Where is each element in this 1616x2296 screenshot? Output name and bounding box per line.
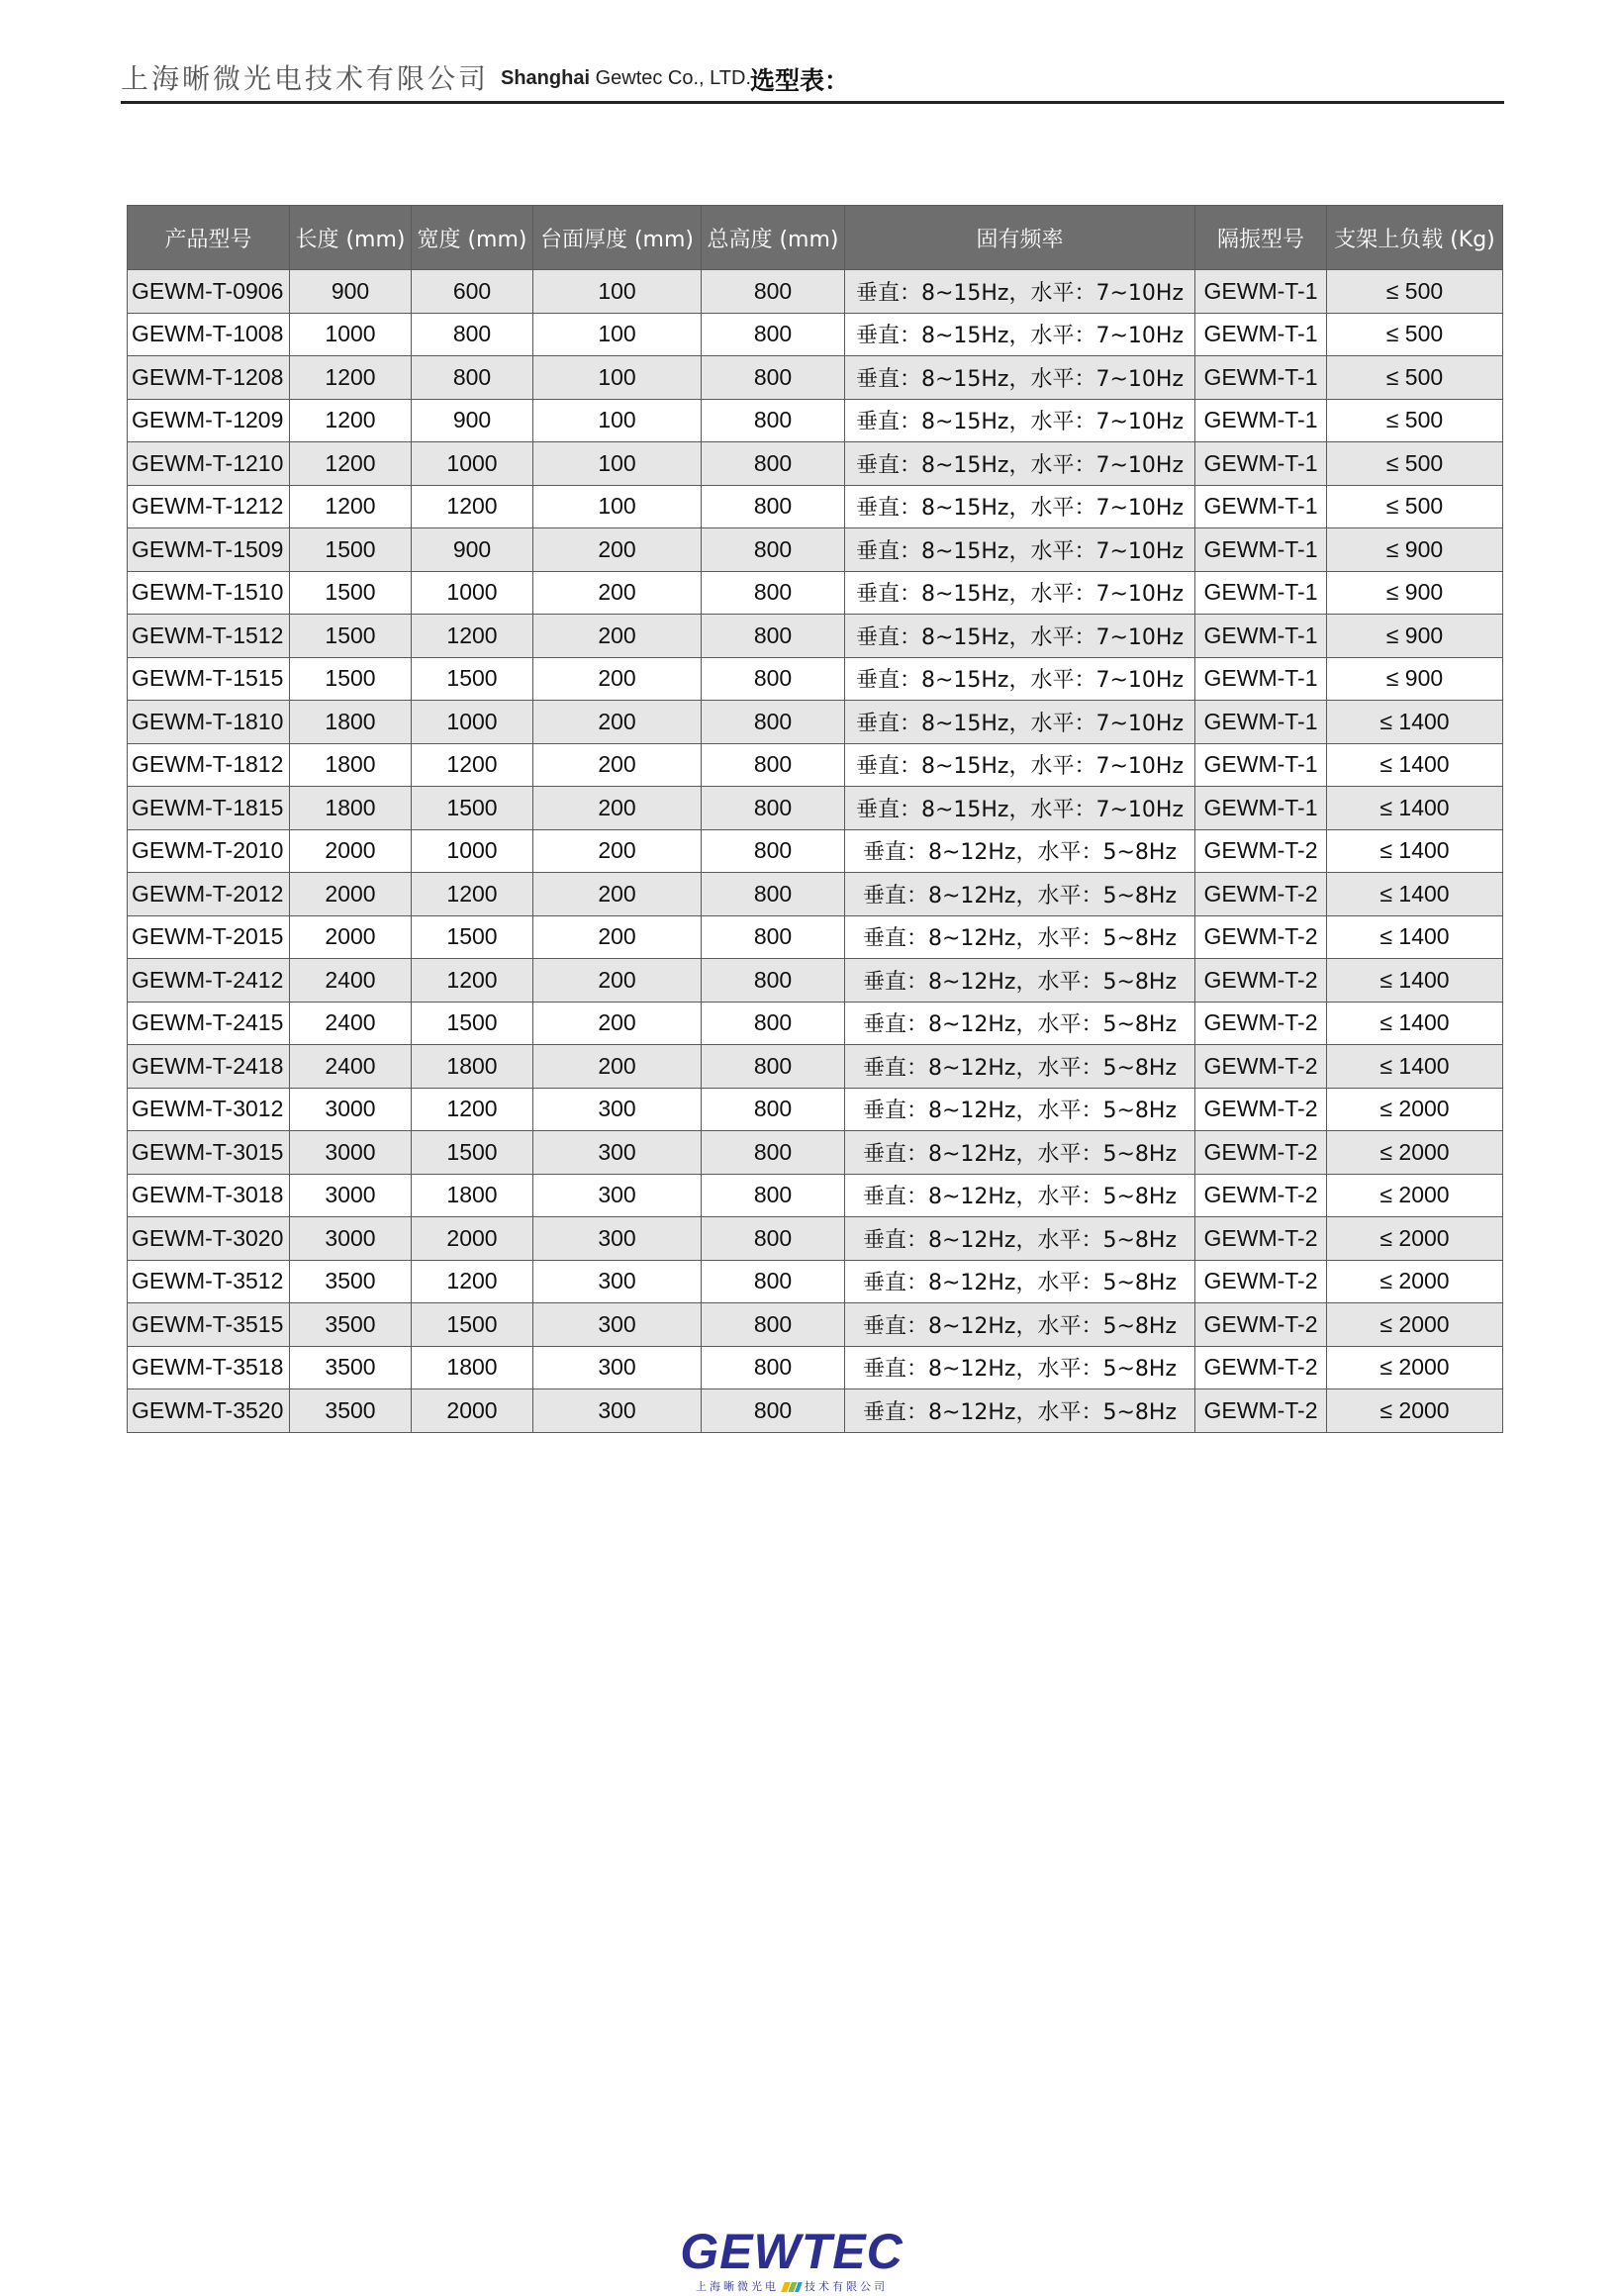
cell-total-height: 800 [702,915,845,959]
cell-isolator-model: GEWM-T-2 [1195,1174,1327,1217]
cell-width: 1000 [412,442,533,486]
cell-natural-frequency: 垂直：8~12Hz，水平：5~8Hz [845,1217,1195,1261]
cell-total-height: 800 [702,1260,845,1303]
table-row [128,915,1503,959]
table-header-row [128,206,1503,270]
cell-model: GEWM-T-1209 [128,399,290,442]
table-body [128,270,1503,1433]
cell-model: GEWM-T-3512 [128,1260,290,1303]
cell-load: ≤ 2000 [1327,1389,1503,1433]
cell-natural-frequency: 垂直：8~12Hz，水平：5~8Hz [845,1088,1195,1131]
cell-length: 1200 [290,485,412,528]
cell-load: ≤ 1400 [1327,701,1503,744]
cell-load: ≤ 900 [1327,657,1503,701]
cell-top-thickness: 200 [533,528,702,572]
cell-isolator-model: GEWM-T-1 [1195,313,1327,356]
cell-length: 2000 [290,873,412,916]
cell-width: 1500 [412,657,533,701]
cell-model: GEWM-T-1008 [128,313,290,356]
cell-isolator-model: GEWM-T-1 [1195,787,1327,830]
cell-top-thickness: 100 [533,399,702,442]
cell-load: ≤ 2000 [1327,1131,1503,1175]
gewtec-logo [669,2224,914,2296]
cell-model: GEWM-T-3520 [128,1389,290,1433]
cell-total-height: 800 [702,829,845,873]
cell-top-thickness: 200 [533,959,702,1003]
table-row [128,959,1503,1003]
cell-length: 1800 [290,743,412,787]
cell-total-height: 800 [702,1217,845,1261]
cell-total-height: 800 [702,1346,845,1389]
column-header-natural-frequency: 固有频率 [845,206,1195,270]
cell-width: 600 [412,270,533,314]
cell-model: GEWM-T-2415 [128,1002,290,1045]
cell-load: ≤ 1400 [1327,915,1503,959]
cell-length: 2400 [290,1045,412,1089]
cell-length: 1500 [290,571,412,615]
table-row [128,485,1503,528]
cell-isolator-model: GEWM-T-2 [1195,1389,1327,1433]
cell-model: GEWM-T-1810 [128,701,290,744]
cell-top-thickness: 300 [533,1131,702,1175]
cell-width: 900 [412,528,533,572]
cell-length: 3500 [290,1260,412,1303]
cell-natural-frequency: 垂直：8~15Hz，水平：7~10Hz [845,356,1195,400]
table-row [128,1389,1503,1433]
cell-natural-frequency: 垂直：8~12Hz，水平：5~8Hz [845,1174,1195,1217]
cell-top-thickness: 100 [533,313,702,356]
cell-length: 1200 [290,442,412,486]
table-row [128,1303,1503,1347]
cell-model: GEWM-T-3012 [128,1088,290,1131]
cell-model: GEWM-T-1208 [128,356,290,400]
cell-top-thickness: 300 [533,1217,702,1261]
cell-natural-frequency: 垂直：8~15Hz，水平：7~10Hz [845,743,1195,787]
cell-length: 3500 [290,1303,412,1347]
header-divider [121,101,1504,104]
cell-model: GEWM-T-1812 [128,743,290,787]
cell-length: 1500 [290,657,412,701]
cell-model: GEWM-T-1212 [128,485,290,528]
table-row [128,829,1503,873]
column-header-top-thickness: 台面厚度 (mm) [533,206,702,270]
cell-isolator-model: GEWM-T-2 [1195,1217,1327,1261]
table-row [128,1002,1503,1045]
cell-model: GEWM-T-2010 [128,829,290,873]
cell-length: 1500 [290,528,412,572]
cell-length: 900 [290,270,412,314]
cell-natural-frequency: 垂直：8~15Hz，水平：7~10Hz [845,442,1195,486]
column-header-isolator-model: 隔振型号 [1195,206,1327,270]
column-header-width: 宽度 (mm) [412,206,533,270]
table-row [128,356,1503,400]
selection-table [127,205,1503,1433]
cell-length: 1200 [290,399,412,442]
cell-top-thickness: 100 [533,485,702,528]
cell-natural-frequency: 垂直：8~15Hz，水平：7~10Hz [845,528,1195,572]
cell-isolator-model: GEWM-T-1 [1195,701,1327,744]
cell-top-thickness: 200 [533,615,702,658]
cell-natural-frequency: 垂直：8~12Hz，水平：5~8Hz [845,1002,1195,1045]
cell-total-height: 800 [702,1389,845,1433]
cell-load: ≤ 2000 [1327,1346,1503,1389]
cell-model: GEWM-T-1510 [128,571,290,615]
cell-top-thickness: 100 [533,442,702,486]
cell-isolator-model: GEWM-T-2 [1195,1002,1327,1045]
cell-model: GEWM-T-2015 [128,915,290,959]
cell-isolator-model: GEWM-T-2 [1195,1303,1327,1347]
cell-top-thickness: 300 [533,1346,702,1389]
cell-model: GEWM-T-3020 [128,1217,290,1261]
page-header [121,53,1504,103]
cell-top-thickness: 200 [533,1045,702,1089]
cell-natural-frequency: 垂直：8~15Hz，水平：7~10Hz [845,399,1195,442]
logo-tagline [669,2278,914,2294]
table-row [128,657,1503,701]
cell-isolator-model: GEWM-T-1 [1195,270,1327,314]
cell-length: 3000 [290,1174,412,1217]
cell-isolator-model: GEWM-T-2 [1195,1131,1327,1175]
cell-load: ≤ 1400 [1327,829,1503,873]
cell-isolator-model: GEWM-T-2 [1195,1346,1327,1389]
cell-total-height: 800 [702,787,845,830]
cell-isolator-model: GEWM-T-2 [1195,1045,1327,1089]
cell-width: 1200 [412,485,533,528]
cell-natural-frequency: 垂直：8~15Hz，水平：7~10Hz [845,313,1195,356]
table-row [128,701,1503,744]
cell-width: 1200 [412,873,533,916]
cell-load: ≤ 900 [1327,615,1503,658]
cell-load: ≤ 900 [1327,528,1503,572]
cell-natural-frequency: 垂直：8~15Hz，水平：7~10Hz [845,485,1195,528]
cell-total-height: 800 [702,1174,845,1217]
cell-width: 1500 [412,1131,533,1175]
cell-length: 2400 [290,1002,412,1045]
column-header-model: 产品型号 [128,206,290,270]
cell-width: 2000 [412,1217,533,1261]
table-row [128,1088,1503,1131]
cell-isolator-model: GEWM-T-1 [1195,571,1327,615]
cell-natural-frequency: 垂直：8~12Hz，水平：5~8Hz [845,959,1195,1003]
table-row [128,873,1503,916]
table-row [128,313,1503,356]
cell-model: GEWM-T-1815 [128,787,290,830]
column-header-total-height: 总高度 (mm) [702,206,845,270]
cell-top-thickness: 200 [533,829,702,873]
cell-top-thickness: 200 [533,571,702,615]
cell-isolator-model: GEWM-T-2 [1195,873,1327,916]
cell-length: 1000 [290,313,412,356]
cell-width: 1500 [412,787,533,830]
cell-width: 1200 [412,743,533,787]
cell-isolator-model: GEWM-T-1 [1195,528,1327,572]
cell-load: ≤ 1400 [1327,787,1503,830]
cell-length: 3000 [290,1131,412,1175]
table-row [128,1260,1503,1303]
cell-model: GEWM-T-3515 [128,1303,290,1347]
cell-top-thickness: 300 [533,1260,702,1303]
cell-length: 1200 [290,356,412,400]
cell-top-thickness: 200 [533,701,702,744]
cell-natural-frequency: 垂直：8~15Hz，水平：7~10Hz [845,787,1195,830]
logo-wordmark: GEWTEC [680,2224,903,2279]
cell-isolator-model: GEWM-T-1 [1195,485,1327,528]
cell-total-height: 800 [702,356,845,400]
cell-total-height: 800 [702,1088,845,1131]
table-row [128,1217,1503,1261]
cell-natural-frequency: 垂直：8~12Hz，水平：5~8Hz [845,915,1195,959]
cell-model: GEWM-T-1512 [128,615,290,658]
cell-width: 1800 [412,1045,533,1089]
cell-natural-frequency: 垂直：8~15Hz，水平：7~10Hz [845,270,1195,314]
cell-total-height: 800 [702,1045,845,1089]
cell-natural-frequency: 垂直：8~12Hz，水平：5~8Hz [845,1303,1195,1347]
cell-model: GEWM-T-2418 [128,1045,290,1089]
cell-load: ≤ 500 [1327,485,1503,528]
cell-total-height: 800 [702,1303,845,1347]
cell-length: 3000 [290,1088,412,1131]
cell-width: 1200 [412,959,533,1003]
cell-isolator-model: GEWM-T-1 [1195,615,1327,658]
cell-model: GEWM-T-0906 [128,270,290,314]
cell-length: 1800 [290,787,412,830]
cell-isolator-model: GEWM-T-2 [1195,915,1327,959]
cell-top-thickness: 200 [533,743,702,787]
cell-total-height: 800 [702,615,845,658]
cell-load: ≤ 2000 [1327,1217,1503,1261]
cell-total-height: 800 [702,442,845,486]
cell-isolator-model: GEWM-T-1 [1195,356,1327,400]
cell-natural-frequency: 垂直：8~12Hz，水平：5~8Hz [845,1131,1195,1175]
cell-top-thickness: 200 [533,873,702,916]
cell-model: GEWM-T-1210 [128,442,290,486]
cell-width: 1800 [412,1346,533,1389]
cell-length: 1500 [290,615,412,658]
cell-load: ≤ 500 [1327,270,1503,314]
table-row [128,787,1503,830]
company-name-cn: 上海晰微光电技术有限公司 [121,62,490,95]
cell-isolator-model: GEWM-T-2 [1195,1088,1327,1131]
cell-load: ≤ 2000 [1327,1088,1503,1131]
logo-tagline-right: 技术有限公司 [805,2280,888,2293]
cell-width: 1000 [412,571,533,615]
cell-length: 2400 [290,959,412,1003]
cell-model: GEWM-T-1515 [128,657,290,701]
cell-top-thickness: 300 [533,1088,702,1131]
cell-load: ≤ 500 [1327,442,1503,486]
cell-isolator-model: GEWM-T-2 [1195,1260,1327,1303]
cell-width: 1200 [412,1260,533,1303]
cell-load: ≤ 500 [1327,356,1503,400]
cell-top-thickness: 200 [533,657,702,701]
cell-natural-frequency: 垂直：8~12Hz，水平：5~8Hz [845,1260,1195,1303]
cell-load: ≤ 2000 [1327,1174,1503,1217]
cell-isolator-model: GEWM-T-1 [1195,743,1327,787]
cell-total-height: 800 [702,485,845,528]
cell-load: ≤ 1400 [1327,873,1503,916]
cell-natural-frequency: 垂直：8~12Hz，水平：5~8Hz [845,1389,1195,1433]
cell-width: 1200 [412,1088,533,1131]
cell-width: 900 [412,399,533,442]
company-name-en-rest: Gewtec Co., LTD. [590,67,752,89]
cell-isolator-model: GEWM-T-1 [1195,442,1327,486]
cell-total-height: 800 [702,701,845,744]
cell-top-thickness: 300 [533,1389,702,1433]
table-row [128,1346,1503,1389]
table-row [128,571,1503,615]
cell-width: 1500 [412,1303,533,1347]
table-row [128,528,1503,572]
cell-natural-frequency: 垂直：8~12Hz，水平：5~8Hz [845,1346,1195,1389]
cell-model: GEWM-T-1509 [128,528,290,572]
cell-width: 1200 [412,615,533,658]
cell-load: ≤ 2000 [1327,1260,1503,1303]
cell-length: 3500 [290,1346,412,1389]
company-name-en-bold: Shanghai [501,67,591,89]
column-header-length: 长度 (mm) [290,206,412,270]
cell-total-height: 800 [702,873,845,916]
cell-load: ≤ 2000 [1327,1303,1503,1347]
cell-total-height: 800 [702,657,845,701]
cell-width: 1000 [412,829,533,873]
cell-isolator-model: GEWM-T-2 [1195,959,1327,1003]
cell-top-thickness: 200 [533,915,702,959]
cell-natural-frequency: 垂直：8~12Hz，水平：5~8Hz [845,873,1195,916]
cell-load: ≤ 1400 [1327,743,1503,787]
cell-total-height: 800 [702,743,845,787]
cell-load: ≤ 1400 [1327,1045,1503,1089]
cell-top-thickness: 100 [533,356,702,400]
cell-load: ≤ 1400 [1327,1002,1503,1045]
table-row [128,270,1503,314]
cell-total-height: 800 [702,399,845,442]
table-row [128,743,1503,787]
cell-width: 2000 [412,1389,533,1433]
cell-model: GEWM-T-3518 [128,1346,290,1389]
cell-natural-frequency: 垂直：8~12Hz，水平：5~8Hz [845,1045,1195,1089]
cell-top-thickness: 200 [533,787,702,830]
table-row [128,615,1503,658]
cell-top-thickness: 300 [533,1303,702,1347]
logo-stripes-icon [781,2282,803,2292]
logo-tagline-left: 上海晰微光电 [696,2280,779,2293]
cell-top-thickness: 200 [533,1002,702,1045]
cell-width: 1500 [412,1002,533,1045]
cell-load: ≤ 500 [1327,313,1503,356]
cell-isolator-model: GEWM-T-1 [1195,399,1327,442]
table-row [128,1174,1503,1217]
cell-width: 800 [412,356,533,400]
cell-total-height: 800 [702,313,845,356]
cell-total-height: 800 [702,571,845,615]
cell-width: 800 [412,313,533,356]
cell-width: 1500 [412,915,533,959]
cell-total-height: 800 [702,1002,845,1045]
cell-length: 1800 [290,701,412,744]
document-title: 选型表： [750,66,850,95]
cell-load: ≤ 500 [1327,399,1503,442]
cell-load: ≤ 1400 [1327,959,1503,1003]
cell-length: 3500 [290,1389,412,1433]
table-row [128,1045,1503,1089]
cell-model: GEWM-T-2412 [128,959,290,1003]
cell-top-thickness: 300 [533,1174,702,1217]
cell-width: 1000 [412,701,533,744]
cell-width: 1800 [412,1174,533,1217]
cell-length: 2000 [290,915,412,959]
company-name-en [501,67,751,90]
cell-natural-frequency: 垂直：8~15Hz，水平：7~10Hz [845,701,1195,744]
table-row [128,399,1503,442]
cell-length: 2000 [290,829,412,873]
cell-length: 3000 [290,1217,412,1261]
cell-total-height: 800 [702,528,845,572]
cell-total-height: 800 [702,270,845,314]
column-header-load: 支架上负载 (Kg) [1327,206,1503,270]
cell-natural-frequency: 垂直：8~15Hz，水平：7~10Hz [845,657,1195,701]
cell-load: ≤ 900 [1327,571,1503,615]
table-row [128,1131,1503,1175]
cell-model: GEWM-T-2012 [128,873,290,916]
table-row [128,442,1503,486]
cell-model: GEWM-T-3018 [128,1174,290,1217]
cell-natural-frequency: 垂直：8~15Hz，水平：7~10Hz [845,571,1195,615]
cell-natural-frequency: 垂直：8~15Hz，水平：7~10Hz [845,615,1195,658]
cell-model: GEWM-T-3015 [128,1131,290,1175]
cell-isolator-model: GEWM-T-1 [1195,657,1327,701]
cell-natural-frequency: 垂直：8~12Hz，水平：5~8Hz [845,829,1195,873]
cell-total-height: 800 [702,959,845,1003]
cell-isolator-model: GEWM-T-2 [1195,829,1327,873]
cell-total-height: 800 [702,1131,845,1175]
cell-top-thickness: 100 [533,270,702,314]
